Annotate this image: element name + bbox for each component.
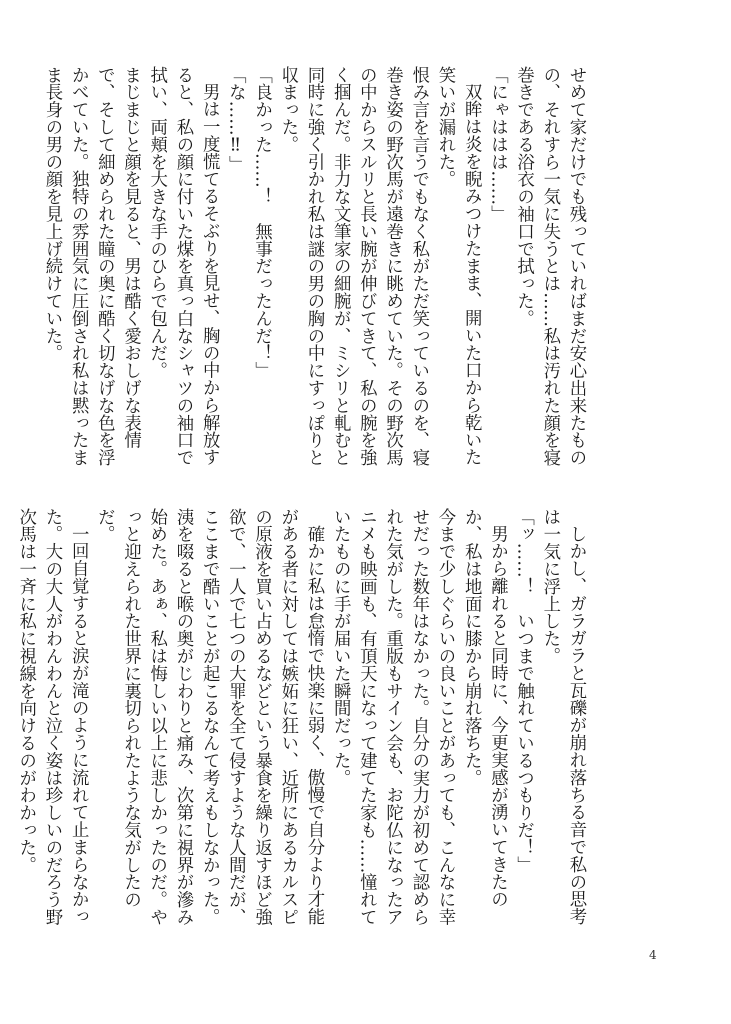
- paragraph: せめて家だけでも残っていればまだ安心出来たものの、それすら一気に失うとは……私は汚れた顔を寝巻きである浴衣の袖口で拭った。: [513, 66, 586, 467]
- page-number: 4: [649, 948, 657, 962]
- paragraph: 「な……‼︎」: [225, 66, 246, 173]
- paragraph: 恨み言を言うでもなく私がただ笑っているのを、寝巻き姿の野次馬が遠巻きに眺めていた。その野次馬の中からスルリと長い腕が伸びてきて、私の腕を強く掴んだ。非力な文筆家の細腕が、ミシリと軋むと同時に強く引かれ私は謎の男の胸の中にすっぽりと収まった。: [277, 66, 429, 467]
- paragraph: まじまじと顔を見ると、男は酷く愛おしげな表情で、そして細められた瞳の奥に酷く切なげな色を浮かべていた。独特の雰囲気に圧倒され私は黙ったまま長身の男の顔を見上げ続けていた。: [41, 66, 141, 467]
- paragraph: 「良かった……！ 無事だったんだ！」: [251, 66, 272, 380]
- paragraph: 今まで少しぐらいの良いことがあっても、こんなに幸せだった数年はなかった。自分の実力が初めて認められた気がした。重版もサイン会も、お陀仏になったアニメも映画も、有頂天になって建てた家も……憧れていたものに手が届いた瞬間だった。: [330, 508, 455, 926]
- paragraph: 確かに私は怠惰で快楽に弱く、傲慢で自分より才能がある者に対しては嫉妬に狂い、近所にあるカルスピの原液を買い占めるなどという暴食を繰り返すほど強欲で、一人で七つの大罪を全て侵すような人間だが、ここまで酷いことが起こるなんて考えもしなかった。洟を啜ると喉の奥がじわりと痛み、次第に視界が滲み始めた。あぁ、私は悔しい以上に悲しかったのだ。やっと迎えられた世界に裏切られたような気がしたのだ。: [94, 508, 324, 926]
- upper-text-column: [41, 66, 589, 478]
- paragraph: 双眸は炎を睨みつけたまま、開いた口から乾いた笑いが漏れた。: [434, 66, 482, 467]
- paragraph: 「ッ……！ いつまで触れているつもりだ！」: [513, 508, 534, 874]
- paragraph: 男から離れると同時に、今更実感が湧いてきたのか、私は地面に膝から崩れ落ちた。: [461, 508, 508, 909]
- paragraph: しかし、ガラガラと瓦礫が崩れ落ちる音で私の思考は一気に浮上した。: [539, 508, 586, 926]
- lower-text-column: [15, 508, 589, 928]
- paragraph: 男は一度慌てるそぶりを見せ、胸の中から解放すると、私の顔に付いた煤を真っ白なシャツの袖口で拭い、両頬を大きな手のひらで包んだ。: [146, 66, 220, 467]
- paragraph: 一回自覚すると涙が滝のように流れて止まらなかった。大の大人がわんわんと泣く姿は珍しいのだろう野次馬は一斉に私に視線を向けるのがわかった。: [15, 508, 89, 926]
- paragraph: 「にゃははは……」: [487, 66, 508, 223]
